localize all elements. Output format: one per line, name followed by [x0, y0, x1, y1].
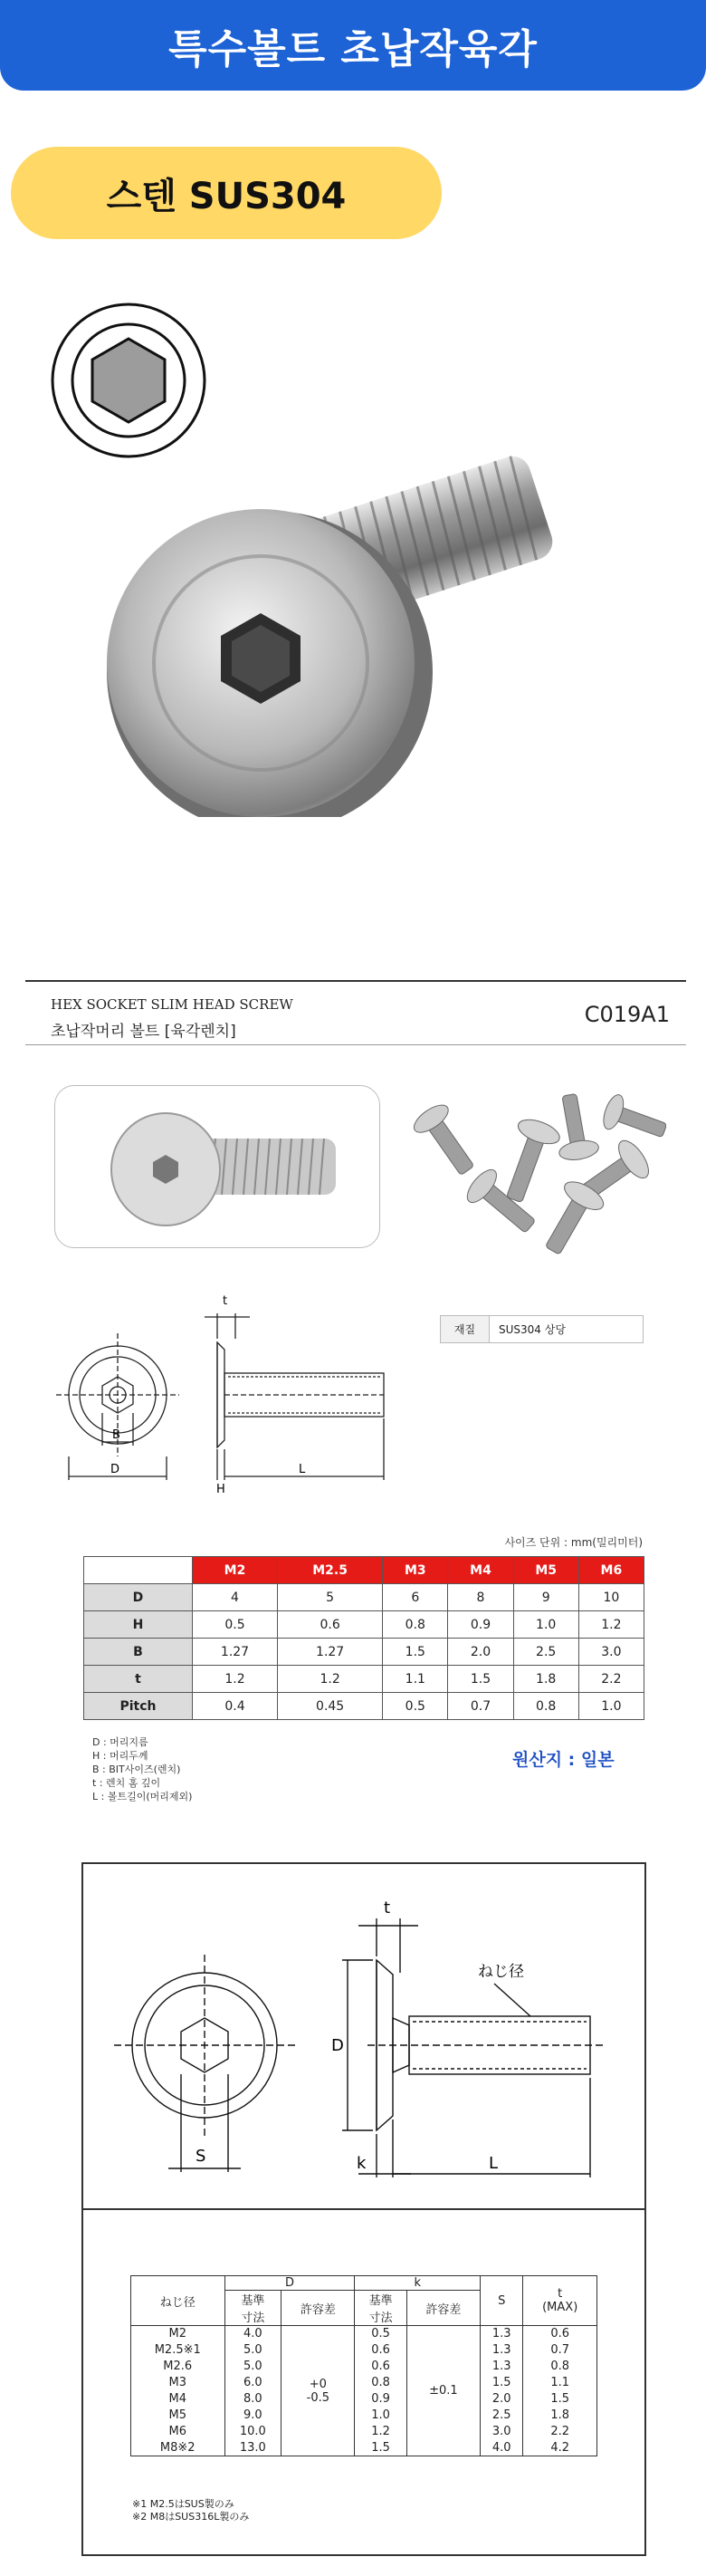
jis-head-s: S: [480, 2276, 522, 2326]
size-col-header: M5: [513, 1557, 578, 1584]
page-title: 특수볼트 초납작육각: [168, 26, 538, 72]
jis-k-base: 0.8: [355, 2375, 406, 2391]
size-cell: 1.27: [278, 1639, 383, 1666]
size-cell: 0.5: [383, 1693, 448, 1720]
size-cell: 0.4: [192, 1693, 277, 1720]
jis-d-base: 10.0: [224, 2424, 281, 2440]
size-col-header: M2: [192, 1557, 277, 1584]
size-cell: 1.2: [278, 1666, 383, 1693]
jis-label-t: t: [384, 1898, 391, 1918]
jis-d-tolerance: +0 -0.5: [281, 2326, 355, 2456]
size-table: [83, 1556, 644, 1720]
unit-note: 사이즈 단위 : mm(밀리미터): [504, 1536, 643, 1549]
jis-size: M6: [131, 2424, 225, 2440]
jis-row: [131, 2359, 597, 2375]
legend-item: D : 머리지름: [92, 1736, 148, 1748]
dim-label-t: t: [223, 1294, 228, 1308]
size-cell: 1.27: [192, 1639, 277, 1666]
size-cell: 1.5: [448, 1666, 513, 1693]
jis-k-base: 1.2: [355, 2424, 406, 2440]
jis-label-d: D: [331, 2036, 344, 2055]
size-cell: 0.8: [383, 1611, 448, 1639]
jis-t: 1.1: [523, 2375, 597, 2391]
jis-head-k: k: [355, 2276, 481, 2291]
jis-k-tolerance: ±0.1: [406, 2326, 480, 2456]
product-photo: [33, 292, 621, 817]
size-cell: 3.0: [578, 1639, 644, 1666]
jis-k-base: 0.6: [355, 2342, 406, 2359]
hex-socket-icon: [52, 304, 205, 457]
spec-title-ko: 초납작머리 볼트 [육각렌치]: [51, 1023, 236, 1041]
jis-s: 1.5: [480, 2375, 522, 2391]
size-cell: 9: [513, 1584, 578, 1611]
size-cell: 5: [278, 1584, 383, 1611]
jis-spec-box: [81, 1862, 646, 2556]
page-header: [0, 0, 706, 91]
screw-group-photo: [395, 1076, 666, 1266]
screw-side-photo: [55, 1086, 381, 1249]
jis-size: M2.5※1: [131, 2342, 225, 2359]
size-cell: 1.5: [383, 1639, 448, 1666]
jis-size: M4: [131, 2391, 225, 2408]
jis-t: 0.6: [523, 2326, 597, 2342]
jis-row: [131, 2375, 597, 2391]
legend-item: H : 머리두께: [92, 1750, 148, 1762]
jis-k-base: 0.9: [355, 2391, 406, 2408]
jis-label-l: L: [489, 2154, 499, 2173]
jis-s: 2.0: [480, 2391, 522, 2408]
jis-label-thread: ねじ径: [478, 1963, 524, 1981]
dim-label-h: H: [216, 1483, 225, 1496]
jis-s: 4.0: [480, 2440, 522, 2456]
size-row-label: t: [84, 1666, 193, 1693]
size-cell: 1.8: [513, 1666, 578, 1693]
jis-d-base: 6.0: [224, 2375, 281, 2391]
dimension-drawing: [56, 1286, 418, 1504]
jis-row: [131, 2408, 597, 2424]
jis-head-d-tol: 許容差: [281, 2291, 355, 2326]
jis-s: 2.5: [480, 2408, 522, 2424]
jis-head-d: D: [224, 2276, 355, 2291]
jis-d-base: 8.0: [224, 2391, 281, 2408]
jis-table: [130, 2275, 597, 2456]
jis-size: M5: [131, 2408, 225, 2424]
jis-dimension-drawing: [105, 1882, 621, 2190]
jis-t: 4.2: [523, 2440, 597, 2456]
jis-head-t: t (MAX): [523, 2276, 597, 2326]
jis-s: 1.3: [480, 2342, 522, 2359]
jis-d-base: 5.0: [224, 2359, 281, 2375]
size-cell: 2.2: [578, 1666, 644, 1693]
material-badge-label: 스텐 SUS304: [106, 175, 347, 217]
jis-k-base: 1.0: [355, 2408, 406, 2424]
jis-k-base: 0.6: [355, 2359, 406, 2375]
size-col-header: M6: [578, 1557, 644, 1584]
material-key: 재질: [441, 1316, 490, 1343]
jis-d-base: 4.0: [224, 2326, 281, 2342]
size-row-label: Pitch: [84, 1693, 193, 1720]
legend-item: L : 볼트길이(머리제외): [92, 1791, 193, 1802]
jis-t: 1.5: [523, 2391, 597, 2408]
legend-item: t : 렌치 홈 깊이: [92, 1777, 161, 1789]
size-cell: 0.45: [278, 1693, 383, 1720]
jis-size: M2: [131, 2326, 225, 2342]
jis-k-base: 1.5: [355, 2440, 406, 2456]
jis-head-k-base: 基準 寸法: [355, 2291, 406, 2326]
jis-head-d-base: 基準 寸法: [224, 2291, 281, 2326]
jis-size: M2.6: [131, 2359, 225, 2375]
jis-row: [131, 2424, 597, 2440]
size-cell: 0.9: [448, 1611, 513, 1639]
jis-row: [131, 2391, 597, 2408]
size-cell: 2.5: [513, 1639, 578, 1666]
size-cell: 0.6: [278, 1611, 383, 1639]
jis-s: 3.0: [480, 2424, 522, 2440]
size-cell: 1.2: [192, 1666, 277, 1693]
size-cell: 1.0: [578, 1693, 644, 1720]
size-cell: 8: [448, 1584, 513, 1611]
jis-t: 0.7: [523, 2342, 597, 2359]
size-col-header: M3: [383, 1557, 448, 1584]
dim-label-b: B: [112, 1428, 120, 1442]
dim-label-l: L: [299, 1463, 306, 1476]
jis-t: 1.8: [523, 2408, 597, 2424]
size-cell: 1.1: [383, 1666, 448, 1693]
size-cell: 2.0: [448, 1639, 513, 1666]
size-row-label: D: [84, 1584, 193, 1611]
jis-notes: [132, 2498, 249, 2523]
jis-label-k: k: [357, 2154, 367, 2173]
jis-row: [131, 2326, 597, 2342]
jis-divider: [83, 2208, 644, 2210]
jis-label-s: S: [196, 2147, 206, 2166]
dim-label-d: D: [110, 1463, 120, 1476]
size-cell: 0.8: [513, 1693, 578, 1720]
jis-head-thread: ねじ径: [131, 2276, 225, 2326]
legend-item: B : BIT사이즈(렌치): [92, 1764, 181, 1775]
jis-k-base: 0.5: [355, 2326, 406, 2342]
size-col-header: M2.5: [278, 1557, 383, 1584]
jis-d-base: 9.0: [224, 2408, 281, 2424]
size-table-corner: [84, 1557, 193, 1584]
jis-t: 0.8: [523, 2359, 597, 2375]
jis-size: M8※2: [131, 2440, 225, 2456]
jis-s: 1.3: [480, 2326, 522, 2342]
jis-row: [131, 2342, 597, 2359]
size-row: [84, 1584, 644, 1611]
material-table: [440, 1315, 644, 1343]
size-cell: 0.7: [448, 1693, 513, 1720]
size-row: [84, 1693, 644, 1720]
screw-photo-frame: [54, 1085, 380, 1248]
jis-note: ※2 M8はSUS316L製のみ: [132, 2511, 250, 2523]
size-row-label: H: [84, 1611, 193, 1639]
jis-note: ※1 M2.5はSUS製のみ: [132, 2498, 234, 2510]
material-value: SUS304 상당: [490, 1316, 644, 1343]
spec-title-bar: [25, 980, 686, 1045]
size-cell: 1.0: [513, 1611, 578, 1639]
material-badge: [11, 147, 442, 239]
jis-head-k-tol: 許容差: [406, 2291, 480, 2326]
product-code: C019A1: [584, 1002, 670, 1027]
jis-t: 2.2: [523, 2424, 597, 2440]
size-cell: 4: [192, 1584, 277, 1611]
size-cell: 6: [383, 1584, 448, 1611]
origin-label: 원산지 : 일본: [512, 1750, 615, 1770]
size-cell: 10: [578, 1584, 644, 1611]
size-row: [84, 1639, 644, 1666]
dimension-legend: [92, 1735, 192, 1803]
jis-row: [131, 2440, 597, 2456]
jis-s: 1.3: [480, 2359, 522, 2375]
size-cell: 0.5: [192, 1611, 277, 1639]
jis-d-base: 13.0: [224, 2440, 281, 2456]
size-col-header: M4: [448, 1557, 513, 1584]
size-row-label: B: [84, 1639, 193, 1666]
size-row: [84, 1666, 644, 1693]
spec-title-en: HEX SOCKET SLIM HEAD SCREW: [51, 996, 293, 1013]
size-cell: 1.2: [578, 1611, 644, 1639]
jis-size: M3: [131, 2375, 225, 2391]
jis-d-base: 5.0: [224, 2342, 281, 2359]
size-row: [84, 1611, 644, 1639]
